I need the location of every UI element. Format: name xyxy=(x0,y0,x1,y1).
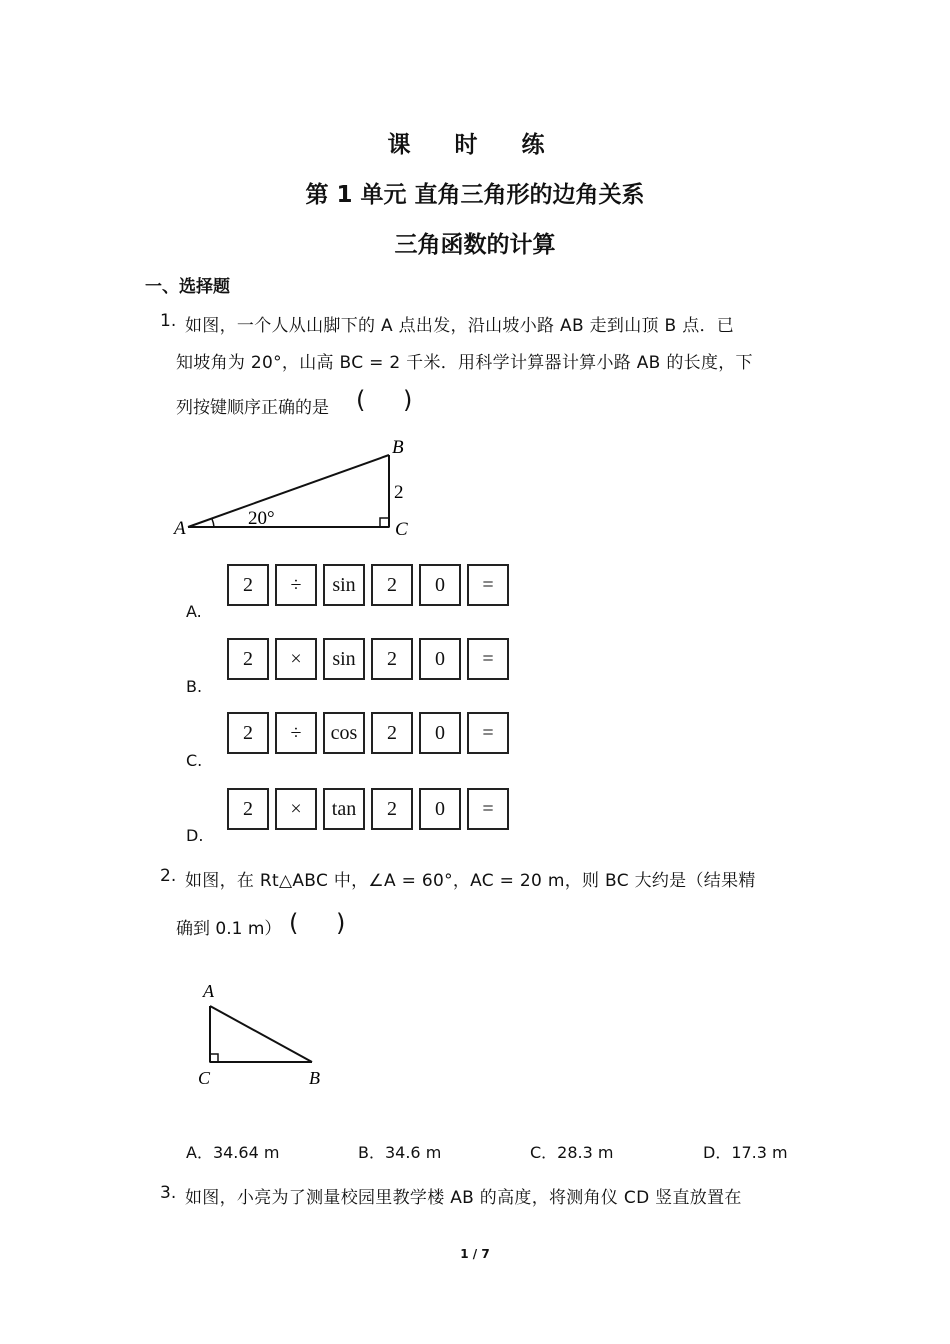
q1-answer-paren-close: ) xyxy=(403,386,413,414)
unit-title: 第 1 单元 直角三角形的边角关系 xyxy=(305,182,645,208)
key-0: 0 xyxy=(419,712,461,754)
key-2: 2 xyxy=(371,788,413,830)
key-multiply: × xyxy=(275,788,317,830)
key-2: 2 xyxy=(371,638,413,680)
key-tan: tan xyxy=(323,788,365,830)
q2-choice-b: B．34.6 m xyxy=(358,1143,442,1162)
key-2: 2 xyxy=(227,712,269,754)
page-title: 课 时 练 xyxy=(387,132,563,158)
q1-line-3: 列按键顺序正确的是 xyxy=(176,398,329,418)
q1-triangle-figure xyxy=(170,435,420,545)
q1-angle-arc xyxy=(212,519,214,527)
q1-number: 1. xyxy=(160,311,177,331)
key-2: 2 xyxy=(371,712,413,754)
q2-label-c: C xyxy=(198,1068,211,1088)
key-equals: = xyxy=(467,712,509,754)
key-2: 2 xyxy=(371,564,413,606)
key-multiply: × xyxy=(275,638,317,680)
q1-right-angle-mark xyxy=(380,518,389,527)
key-sin: sin xyxy=(323,638,365,680)
q2-right-angle-mark xyxy=(210,1054,218,1062)
q1-option-d-label: D. xyxy=(186,826,204,845)
q1-option-a-label: A. xyxy=(186,602,202,621)
q2-choice-a: A．34.64 m xyxy=(186,1143,280,1162)
q1-side-label: 2 xyxy=(394,482,404,503)
q1-option-c-label: C. xyxy=(186,751,203,770)
q2-answer-paren-close: ) xyxy=(336,909,346,937)
key-equals: = xyxy=(467,638,509,680)
key-equals: = xyxy=(467,564,509,606)
q2-triangle-figure xyxy=(190,978,340,1093)
key-sin: sin xyxy=(323,564,365,606)
key-cos: cos xyxy=(323,712,365,754)
q1-side-ab xyxy=(188,455,389,527)
key-equals: = xyxy=(467,788,509,830)
q2-choice-c: C．28.3 m xyxy=(530,1143,614,1162)
q1-label-c: C xyxy=(395,519,408,540)
key-2: 2 xyxy=(227,564,269,606)
key-0: 0 xyxy=(419,638,461,680)
key-0: 0 xyxy=(419,788,461,830)
section-heading: 一、选择题 xyxy=(145,277,230,297)
page-number: 1 / 7 xyxy=(460,1247,490,1261)
q1-label-a: A xyxy=(174,518,186,539)
q2-label-b: B xyxy=(309,1068,320,1088)
q1-answer-paren-open: ( xyxy=(356,386,366,414)
q1-angle-label: 20° xyxy=(248,508,275,529)
key-divide: ÷ xyxy=(275,712,317,754)
key-divide: ÷ xyxy=(275,564,317,606)
lesson-title: 三角函数的计算 xyxy=(394,232,556,258)
q1-line-1: 如图，一个人从山脚下的 A 点出发，沿山坡小路 AB 走到山顶 B 点．已 xyxy=(185,316,735,336)
key-0: 0 xyxy=(419,564,461,606)
key-2: 2 xyxy=(227,788,269,830)
q2-answer-paren-open: ( xyxy=(289,909,299,937)
q2-line-1: 如图，在 Rt△ABC 中，∠A = 60°，AC = 20 m，则 BC 大约是（结果精 xyxy=(185,871,756,891)
q3-number: 3. xyxy=(160,1183,177,1203)
q1-line-2: 知坡角为 20°，山高 BC = 2 千米．用科学计算器计算小路 AB 的长度，下 xyxy=(176,353,753,373)
q1-option-b-label: B. xyxy=(186,677,203,696)
q3-line-1: 如图，小亮为了测量校园里教学楼 AB 的高度，将测角仪 CD 竖直放置在 xyxy=(185,1188,742,1208)
q2-line-2: 确到 0.1 m） xyxy=(176,919,282,939)
q2-label-a: A xyxy=(203,981,214,1001)
q2-choice-d: D．17.3 m xyxy=(703,1143,788,1162)
q2-side-ab xyxy=(210,1006,312,1062)
q1-label-b: B xyxy=(392,437,404,458)
key-2: 2 xyxy=(227,638,269,680)
q2-number: 2. xyxy=(160,866,177,886)
